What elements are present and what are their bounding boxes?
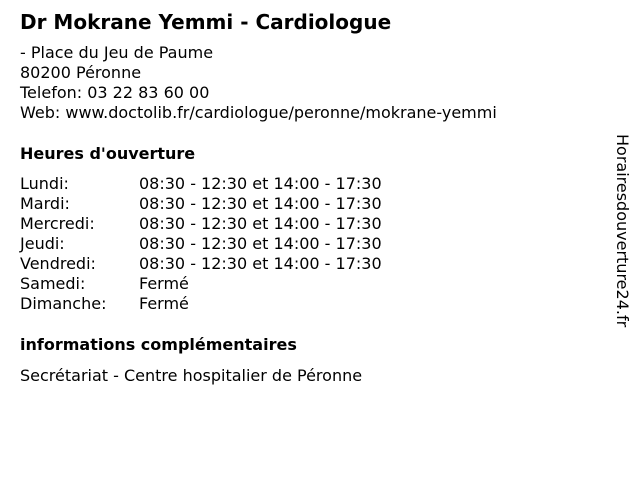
hours-row-wednesday	[20, 214, 600, 234]
time-value: 08:30 - 12:30 et 14:00 - 17:30	[139, 174, 382, 193]
street-address: - Place du Jeu de Paume	[20, 43, 214, 62]
hours-row-monday	[20, 174, 600, 194]
city-address: 80200 Péronne	[20, 63, 142, 82]
time-value: 08:30 - 12:30 et 14:00 - 17:30	[139, 214, 382, 233]
time-value: 08:30 - 12:30 et 14:00 - 17:30	[139, 254, 382, 273]
phone-number: Telefon: 03 22 83 60 00	[20, 83, 210, 102]
website-link[interactable]: Web: www.doctolib.fr/cardiologue/peronne/mokrane-yemmi	[20, 103, 497, 122]
time-value: Fermé	[139, 294, 189, 313]
address-block	[20, 43, 600, 123]
hours-row-friday	[20, 254, 600, 274]
day-label: Dimanche:	[20, 294, 107, 313]
additional-info-text: Secrétariat - Centre hospitalier de Péronne	[20, 366, 363, 385]
day-label: Samedi:	[20, 274, 86, 293]
time-value: 08:30 - 12:30 et 14:00 - 17:30	[139, 194, 382, 213]
day-label: Mercredi:	[20, 214, 95, 233]
hours-row-saturday	[20, 274, 600, 294]
time-value: Fermé	[139, 274, 189, 293]
hours-row-thursday	[20, 234, 600, 254]
hours-row-sunday	[20, 294, 600, 314]
additional-info-heading: informations complémentaires	[20, 335, 297, 354]
day-label: Vendredi:	[20, 254, 96, 273]
opening-hours-table	[20, 174, 600, 314]
page-title: Dr Mokrane Yemmi - Cardiologue	[20, 10, 392, 34]
day-label: Mardi:	[20, 194, 70, 213]
day-label: Jeudi:	[20, 234, 65, 253]
opening-hours-heading: Heures d'ouverture	[20, 144, 196, 163]
listing-card	[20, 8, 600, 386]
time-value: 08:30 - 12:30 et 14:00 - 17:30	[139, 234, 382, 253]
site-watermark: Horairesdouverture24.fr	[613, 134, 632, 328]
day-label: Lundi:	[20, 174, 69, 193]
hours-row-tuesday	[20, 194, 600, 214]
